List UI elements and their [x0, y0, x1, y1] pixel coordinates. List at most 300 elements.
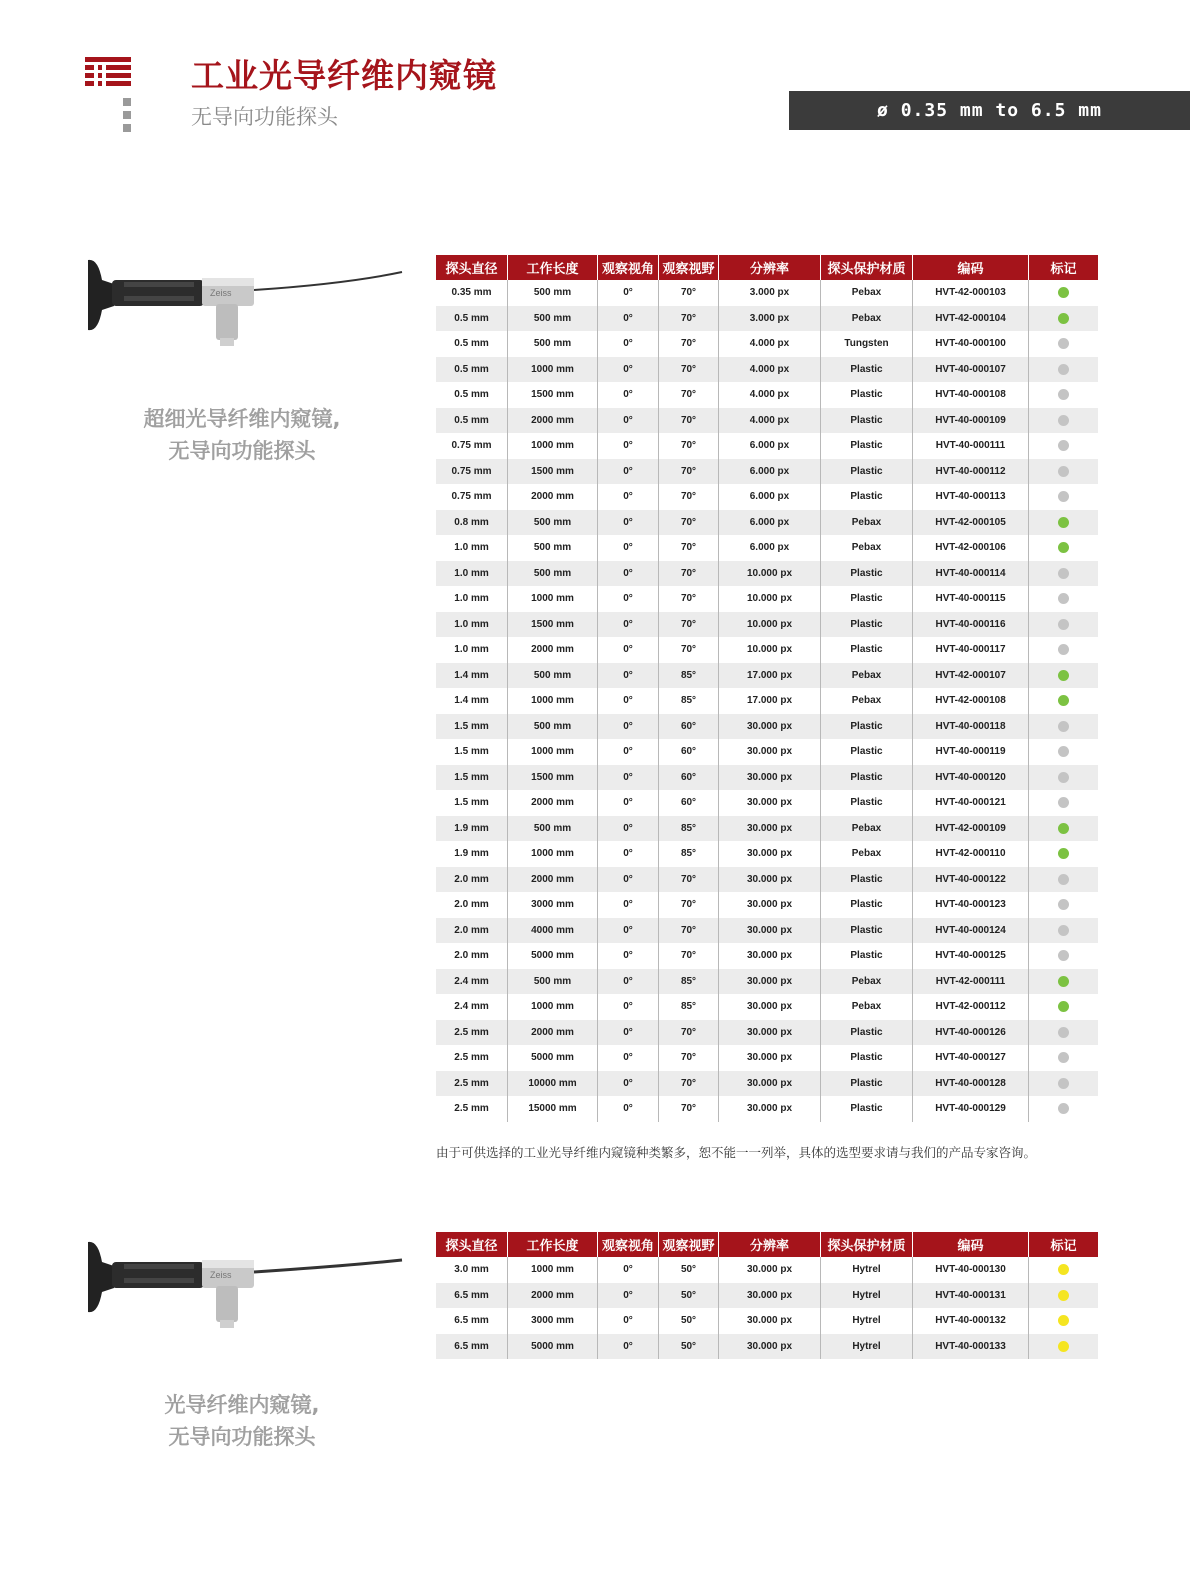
- cell-material: Pebax: [821, 510, 913, 536]
- cell-view-angle: 0°: [598, 1045, 659, 1071]
- cell-length: 500 mm: [508, 535, 598, 561]
- cell-field-of-view: 70°: [659, 586, 719, 612]
- cell-length: 500 mm: [508, 510, 598, 536]
- cell-diameter: 6.5 mm: [436, 1283, 508, 1309]
- cell-marker: [1029, 357, 1098, 383]
- cell-diameter: 6.5 mm: [436, 1308, 508, 1334]
- cell-length: 3000 mm: [508, 1308, 598, 1334]
- cell-resolution: 30.000 px: [719, 867, 821, 893]
- cell-material: Pebax: [821, 969, 913, 995]
- cell-material: Hytrel: [821, 1308, 913, 1334]
- cell-view-angle: 0°: [598, 790, 659, 816]
- gray-dot-icon: [1058, 466, 1069, 477]
- cell-length: 1000 mm: [508, 688, 598, 714]
- cell-view-angle: 0°: [598, 1020, 659, 1046]
- table-row: [436, 918, 1098, 944]
- cell-diameter: 0.5 mm: [436, 357, 508, 383]
- cell-view-angle: 0°: [598, 586, 659, 612]
- table-row: [436, 535, 1098, 561]
- cell-marker: [1029, 1308, 1098, 1334]
- cell-marker: [1029, 867, 1098, 893]
- cell-diameter: 3.0 mm: [436, 1257, 508, 1283]
- cell-marker: [1029, 1020, 1098, 1046]
- cell-marker: [1029, 1283, 1098, 1309]
- cell-diameter: 2.0 mm: [436, 943, 508, 969]
- cell-field-of-view: 85°: [659, 841, 719, 867]
- cell-resolution: 10.000 px: [719, 561, 821, 587]
- cell-marker: [1029, 688, 1098, 714]
- gray-dot-icon: [1058, 491, 1069, 502]
- cell-resolution: 30.000 px: [719, 739, 821, 765]
- cell-view-angle: 0°: [598, 918, 659, 944]
- cell-length: 1500 mm: [508, 612, 598, 638]
- cell-marker: [1029, 637, 1098, 663]
- cell-marker: [1029, 1257, 1098, 1283]
- cell-marker: [1029, 459, 1098, 485]
- cell-code: HVT-42-000105: [913, 510, 1029, 536]
- cell-material: Plastic: [821, 586, 913, 612]
- cell-view-angle: 0°: [598, 739, 659, 765]
- gray-dot-icon: [1058, 1052, 1069, 1063]
- cell-length: 1500 mm: [508, 382, 598, 408]
- gray-dot-icon: [1058, 950, 1069, 961]
- column-header-view-angle: 观察视角: [598, 1232, 659, 1257]
- decorative-dots: [123, 98, 131, 137]
- cell-resolution: 30.000 px: [719, 1071, 821, 1097]
- column-header-code: 编码: [913, 255, 1029, 280]
- column-header-marker: 标记: [1029, 255, 1098, 280]
- table-row: [436, 1071, 1098, 1097]
- table-row: [436, 433, 1098, 459]
- cell-material: Pebax: [821, 816, 913, 842]
- green-dot-icon: [1058, 848, 1069, 859]
- cell-marker: [1029, 739, 1098, 765]
- spec-table-standard: [436, 1232, 1098, 1359]
- cell-material: Plastic: [821, 357, 913, 383]
- table-row: [436, 459, 1098, 485]
- cell-length: 2000 mm: [508, 1020, 598, 1046]
- gray-dot-icon: [1058, 721, 1069, 732]
- cell-code: HVT-40-000114: [913, 561, 1029, 587]
- cell-code: HVT-42-000106: [913, 535, 1029, 561]
- cell-diameter: 1.5 mm: [436, 765, 508, 791]
- table-row: [436, 484, 1098, 510]
- section2-caption-line2: 无导向功能探头: [168, 1425, 316, 1449]
- table-row: [436, 765, 1098, 791]
- cell-view-angle: 0°: [598, 994, 659, 1020]
- cell-resolution: 30.000 px: [719, 918, 821, 944]
- cell-view-angle: 0°: [598, 1096, 659, 1122]
- cell-code: HVT-42-000107: [913, 663, 1029, 689]
- green-dot-icon: [1058, 976, 1069, 987]
- cell-resolution: 30.000 px: [719, 969, 821, 995]
- gray-dot-icon: [1058, 772, 1069, 783]
- column-header-code: 编码: [913, 1232, 1029, 1257]
- column-header-length: 工作长度: [508, 1232, 598, 1257]
- cell-field-of-view: 70°: [659, 892, 719, 918]
- table-row: [436, 331, 1098, 357]
- cell-material: Plastic: [821, 918, 913, 944]
- cell-field-of-view: 70°: [659, 510, 719, 536]
- diameter-range-label: ø 0.35 mm to 6.5 mm: [877, 100, 1102, 121]
- cell-material: Plastic: [821, 1020, 913, 1046]
- cell-resolution: 30.000 px: [719, 816, 821, 842]
- cell-resolution: 30.000 px: [719, 1283, 821, 1309]
- cell-material: Plastic: [821, 739, 913, 765]
- cell-field-of-view: 50°: [659, 1283, 719, 1309]
- cell-material: Pebax: [821, 663, 913, 689]
- cell-material: Plastic: [821, 433, 913, 459]
- table-row: [436, 1308, 1098, 1334]
- cell-marker: [1029, 969, 1098, 995]
- cell-code: HVT-42-000104: [913, 306, 1029, 332]
- footnote: 由于可供选择的工业光导纤维内窥镜种类繁多，恕不能一一列举，具体的选型要求请与我们的产品专家咨询。: [436, 1145, 1037, 1160]
- cell-length: 500 mm: [508, 969, 598, 995]
- cell-marker: [1029, 841, 1098, 867]
- cell-code: HVT-40-000126: [913, 1020, 1029, 1046]
- cell-resolution: 17.000 px: [719, 663, 821, 689]
- cell-code: HVT-40-000132: [913, 1308, 1029, 1334]
- cell-view-angle: 0°: [598, 943, 659, 969]
- cell-view-angle: 0°: [598, 1283, 659, 1309]
- cell-length: 500 mm: [508, 714, 598, 740]
- cell-marker: [1029, 306, 1098, 332]
- table-row: [436, 969, 1098, 995]
- cell-code: HVT-42-000103: [913, 280, 1029, 306]
- table-row: [436, 561, 1098, 587]
- cell-code: HVT-42-000110: [913, 841, 1029, 867]
- cell-view-angle: 0°: [598, 357, 659, 383]
- table-row: [436, 306, 1098, 332]
- cell-length: 1000 mm: [508, 739, 598, 765]
- yellow-dot-icon: [1058, 1315, 1069, 1326]
- cell-view-angle: 0°: [598, 765, 659, 791]
- cell-diameter: 0.5 mm: [436, 331, 508, 357]
- cell-view-angle: 0°: [598, 433, 659, 459]
- column-header-material: 探头保护材质: [821, 255, 913, 280]
- section1-caption-line2: 无导向功能探头: [168, 439, 316, 463]
- cell-material: Pebax: [821, 535, 913, 561]
- cell-resolution: 30.000 px: [719, 994, 821, 1020]
- cell-diameter: 1.5 mm: [436, 714, 508, 740]
- green-dot-icon: [1058, 313, 1069, 324]
- cell-field-of-view: 70°: [659, 408, 719, 434]
- column-header-material: 探头保护材质: [821, 1232, 913, 1257]
- company-logo: [85, 57, 131, 87]
- cell-field-of-view: 70°: [659, 1071, 719, 1097]
- gray-dot-icon: [1058, 415, 1069, 426]
- table-row: [436, 841, 1098, 867]
- cell-field-of-view: 85°: [659, 816, 719, 842]
- cell-code: HVT-40-000122: [913, 867, 1029, 893]
- cell-view-angle: 0°: [598, 637, 659, 663]
- cell-material: Plastic: [821, 892, 913, 918]
- cell-field-of-view: 70°: [659, 637, 719, 663]
- cell-view-angle: 0°: [598, 1334, 659, 1360]
- spec-table-ultrathin: [436, 255, 1098, 1122]
- yellow-dot-icon: [1058, 1290, 1069, 1301]
- table-row: [436, 612, 1098, 638]
- gray-dot-icon: [1058, 1027, 1069, 1038]
- section1-caption-line1: 超细光导纤维内窥镜,: [143, 407, 341, 431]
- cell-field-of-view: 70°: [659, 280, 719, 306]
- gray-dot-icon: [1058, 593, 1069, 604]
- section2-caption: [92, 1389, 392, 1453]
- cell-diameter: 1.9 mm: [436, 841, 508, 867]
- table-row: [436, 994, 1098, 1020]
- cell-resolution: 30.000 px: [719, 841, 821, 867]
- cell-material: Hytrel: [821, 1334, 913, 1360]
- gray-dot-icon: [1058, 338, 1069, 349]
- cell-material: Pebax: [821, 841, 913, 867]
- cell-code: HVT-40-000111: [913, 433, 1029, 459]
- cell-code: HVT-42-000111: [913, 969, 1029, 995]
- table-row: [436, 1045, 1098, 1071]
- table-row: [436, 739, 1098, 765]
- cell-code: HVT-40-000100: [913, 331, 1029, 357]
- cell-code: HVT-40-000127: [913, 1045, 1029, 1071]
- cell-length: 10000 mm: [508, 1071, 598, 1097]
- cell-material: Pebax: [821, 688, 913, 714]
- cell-view-angle: 0°: [598, 714, 659, 740]
- cell-diameter: 2.5 mm: [436, 1045, 508, 1071]
- section2-caption-line1: 光导纤维内窥镜,: [164, 1393, 320, 1417]
- cell-code: HVT-42-000109: [913, 816, 1029, 842]
- cell-resolution: 6.000 px: [719, 510, 821, 536]
- green-dot-icon: [1058, 542, 1069, 553]
- gray-dot-icon: [1058, 746, 1069, 757]
- cell-view-angle: 0°: [598, 382, 659, 408]
- cell-material: Plastic: [821, 790, 913, 816]
- cell-marker: [1029, 1096, 1098, 1122]
- cell-diameter: 0.5 mm: [436, 306, 508, 332]
- gray-dot-icon: [1058, 568, 1069, 579]
- gray-dot-icon: [1058, 619, 1069, 630]
- cell-view-angle: 0°: [598, 612, 659, 638]
- cell-marker: [1029, 714, 1098, 740]
- cell-field-of-view: 85°: [659, 994, 719, 1020]
- cell-marker: [1029, 892, 1098, 918]
- cell-material: Plastic: [821, 1071, 913, 1097]
- cell-length: 500 mm: [508, 663, 598, 689]
- cell-length: 500 mm: [508, 561, 598, 587]
- column-header-field-of-view: 观察视野: [659, 255, 719, 280]
- cell-code: HVT-40-000115: [913, 586, 1029, 612]
- cell-field-of-view: 70°: [659, 331, 719, 357]
- cell-code: HVT-40-000131: [913, 1283, 1029, 1309]
- cell-length: 2000 mm: [508, 1283, 598, 1309]
- column-header-diameter: 探头直径: [436, 255, 508, 280]
- cell-material: Plastic: [821, 867, 913, 893]
- cell-material: Plastic: [821, 1096, 913, 1122]
- cell-field-of-view: 85°: [659, 969, 719, 995]
- cell-diameter: 2.5 mm: [436, 1071, 508, 1097]
- cell-length: 1000 mm: [508, 433, 598, 459]
- cell-code: HVT-40-000107: [913, 357, 1029, 383]
- table-row: [436, 357, 1098, 383]
- cell-field-of-view: 85°: [659, 688, 719, 714]
- cell-view-angle: 0°: [598, 535, 659, 561]
- cell-material: Plastic: [821, 459, 913, 485]
- cell-marker: [1029, 382, 1098, 408]
- gray-dot-icon: [1058, 1103, 1069, 1114]
- cell-diameter: 1.4 mm: [436, 688, 508, 714]
- endoscope-image: [84, 246, 404, 356]
- cell-material: Plastic: [821, 714, 913, 740]
- cell-field-of-view: 70°: [659, 1045, 719, 1071]
- cell-marker: [1029, 280, 1098, 306]
- cell-material: Plastic: [821, 382, 913, 408]
- cell-resolution: 30.000 px: [719, 1096, 821, 1122]
- cell-code: HVT-40-000129: [913, 1096, 1029, 1122]
- cell-material: Pebax: [821, 306, 913, 332]
- cell-code: HVT-40-000130: [913, 1257, 1029, 1283]
- page-subtitle: 无导向功能探头: [191, 105, 338, 129]
- cell-view-angle: 0°: [598, 816, 659, 842]
- cell-diameter: 0.75 mm: [436, 459, 508, 485]
- cell-field-of-view: 70°: [659, 561, 719, 587]
- column-header-marker: 标记: [1029, 1232, 1098, 1257]
- green-dot-icon: [1058, 287, 1069, 298]
- cell-marker: [1029, 586, 1098, 612]
- cell-length: 1000 mm: [508, 841, 598, 867]
- cell-length: 2000 mm: [508, 867, 598, 893]
- cell-material: Tungsten: [821, 331, 913, 357]
- column-header-resolution: 分辨率: [719, 1232, 821, 1257]
- cell-diameter: 1.0 mm: [436, 637, 508, 663]
- green-dot-icon: [1058, 1001, 1069, 1012]
- cell-field-of-view: 60°: [659, 765, 719, 791]
- cell-marker: [1029, 510, 1098, 536]
- table-header-row: [436, 1232, 1098, 1257]
- cell-resolution: 4.000 px: [719, 357, 821, 383]
- cell-diameter: 1.5 mm: [436, 790, 508, 816]
- cell-diameter: 0.5 mm: [436, 382, 508, 408]
- gray-dot-icon: [1058, 644, 1069, 655]
- cell-resolution: 30.000 px: [719, 1020, 821, 1046]
- yellow-dot-icon: [1058, 1341, 1069, 1352]
- gray-dot-icon: [1058, 440, 1069, 451]
- gray-dot-icon: [1058, 925, 1069, 936]
- cell-field-of-view: 70°: [659, 382, 719, 408]
- cell-diameter: 2.0 mm: [436, 867, 508, 893]
- cell-resolution: 10.000 px: [719, 612, 821, 638]
- table-row: [436, 1020, 1098, 1046]
- cell-marker: [1029, 765, 1098, 791]
- cell-code: HVT-40-000125: [913, 943, 1029, 969]
- cell-length: 2000 mm: [508, 408, 598, 434]
- cell-view-angle: 0°: [598, 688, 659, 714]
- table-row: [436, 1334, 1098, 1360]
- table-row: [436, 663, 1098, 689]
- cell-marker: [1029, 1071, 1098, 1097]
- cell-code: HVT-40-000113: [913, 484, 1029, 510]
- table-row: [436, 408, 1098, 434]
- cell-code: HVT-40-000121: [913, 790, 1029, 816]
- cell-field-of-view: 70°: [659, 535, 719, 561]
- cell-view-angle: 0°: [598, 1071, 659, 1097]
- cell-length: 3000 mm: [508, 892, 598, 918]
- table-header-row: [436, 255, 1098, 280]
- cell-length: 5000 mm: [508, 1334, 598, 1360]
- cell-length: 500 mm: [508, 816, 598, 842]
- cell-material: Plastic: [821, 612, 913, 638]
- cell-code: HVT-42-000108: [913, 688, 1029, 714]
- cell-code: HVT-40-000128: [913, 1071, 1029, 1097]
- cell-marker: [1029, 331, 1098, 357]
- cell-marker: [1029, 663, 1098, 689]
- cell-view-angle: 0°: [598, 408, 659, 434]
- cell-resolution: 30.000 px: [719, 714, 821, 740]
- cell-field-of-view: 70°: [659, 612, 719, 638]
- cell-view-angle: 0°: [598, 1257, 659, 1283]
- table-row: [436, 892, 1098, 918]
- cell-length: 1500 mm: [508, 765, 598, 791]
- cell-field-of-view: 70°: [659, 484, 719, 510]
- cell-material: Pebax: [821, 994, 913, 1020]
- cell-code: HVT-40-000118: [913, 714, 1029, 740]
- diameter-range-banner: [789, 91, 1190, 130]
- cell-code: HVT-40-000124: [913, 918, 1029, 944]
- cell-code: HVT-40-000108: [913, 382, 1029, 408]
- cell-diameter: 2.4 mm: [436, 969, 508, 995]
- cell-diameter: 1.9 mm: [436, 816, 508, 842]
- cell-field-of-view: 70°: [659, 357, 719, 383]
- table-row: [436, 280, 1098, 306]
- cell-field-of-view: 60°: [659, 714, 719, 740]
- cell-diameter: 2.5 mm: [436, 1096, 508, 1122]
- table-row: [436, 867, 1098, 893]
- table-row: [436, 688, 1098, 714]
- cell-diameter: 1.5 mm: [436, 739, 508, 765]
- svg-text:Zeiss: Zeiss: [210, 1270, 232, 1280]
- cell-diameter: 1.0 mm: [436, 535, 508, 561]
- cell-resolution: 30.000 px: [719, 943, 821, 969]
- cell-field-of-view: 60°: [659, 739, 719, 765]
- cell-view-angle: 0°: [598, 969, 659, 995]
- cell-code: HVT-40-000119: [913, 739, 1029, 765]
- cell-material: Hytrel: [821, 1257, 913, 1283]
- cell-view-angle: 0°: [598, 1308, 659, 1334]
- cell-field-of-view: 70°: [659, 306, 719, 332]
- yellow-dot-icon: [1058, 1264, 1069, 1275]
- cell-marker: [1029, 561, 1098, 587]
- cell-code: HVT-40-000116: [913, 612, 1029, 638]
- gray-dot-icon: [1058, 874, 1069, 885]
- gray-dot-icon: [1058, 797, 1069, 808]
- cell-field-of-view: 60°: [659, 790, 719, 816]
- table-row: [436, 510, 1098, 536]
- cell-material: Pebax: [821, 280, 913, 306]
- cell-length: 1500 mm: [508, 459, 598, 485]
- cell-field-of-view: 70°: [659, 433, 719, 459]
- cell-view-angle: 0°: [598, 892, 659, 918]
- cell-marker: [1029, 433, 1098, 459]
- cell-resolution: 6.000 px: [719, 484, 821, 510]
- column-header-resolution: 分辨率: [719, 255, 821, 280]
- cell-code: HVT-40-000133: [913, 1334, 1029, 1360]
- cell-resolution: 30.000 px: [719, 1334, 821, 1360]
- cell-length: 15000 mm: [508, 1096, 598, 1122]
- cell-length: 1000 mm: [508, 994, 598, 1020]
- cell-field-of-view: 70°: [659, 867, 719, 893]
- cell-view-angle: 0°: [598, 459, 659, 485]
- cell-field-of-view: 70°: [659, 1020, 719, 1046]
- column-header-field-of-view: 观察视野: [659, 1232, 719, 1257]
- cell-code: HVT-42-000112: [913, 994, 1029, 1020]
- cell-length: 2000 mm: [508, 790, 598, 816]
- cell-diameter: 0.75 mm: [436, 433, 508, 459]
